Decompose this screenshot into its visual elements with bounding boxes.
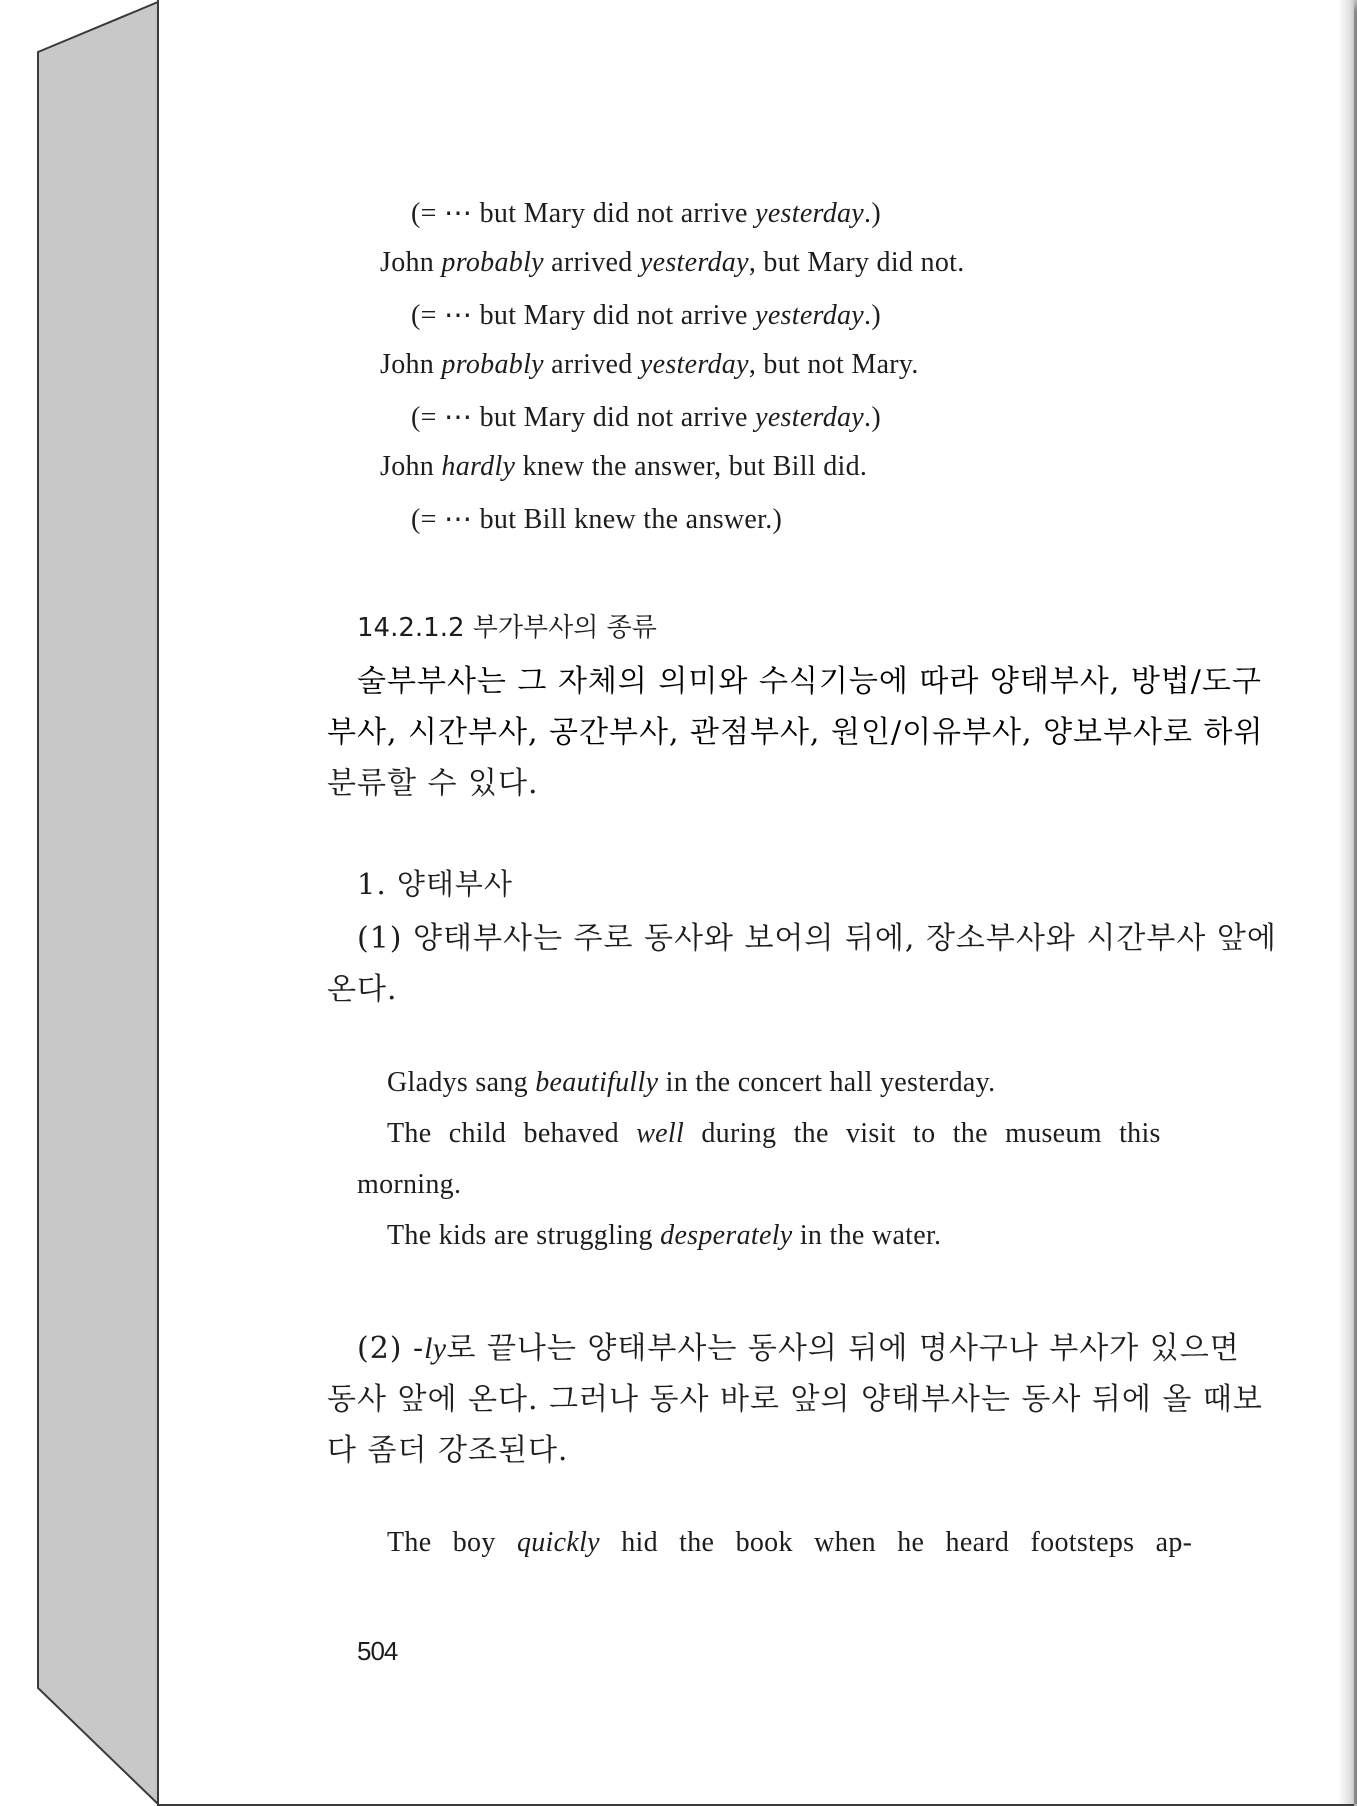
rule-line: 동사 앞에 온다. 그러나 동사 바로 앞의 양태부사는 동사 뒤에 올 때보: [327, 1382, 1263, 1417]
rule-line: 다 좀더 강조된다.: [327, 1433, 569, 1468]
page-number: 504: [357, 1636, 398, 1666]
paragraph-line: 부사, 시간부사, 공간부사, 관점부사, 원인/이유부사, 양보부사로 하위: [327, 715, 1264, 750]
subsection-heading: 1. 양태부사: [357, 867, 513, 901]
example-line: (= ⋯ but Mary did not arrive yesterday.): [411, 300, 881, 331]
rule-line: 온다.: [327, 972, 398, 1007]
example-line: Gladys sang beautifully in the concert hall yesterday.: [387, 1067, 996, 1098]
example-line: John hardly knew the answer, but Bill did.: [380, 451, 868, 482]
paragraph-line: 분류할 수 있다.: [327, 766, 539, 801]
page-edge-shadow: [1338, 0, 1357, 1804]
example-line: (= ⋯ but Mary did not arrive yesterday.): [411, 198, 881, 229]
rule-line: (2) -ly로 끝나는 양태부사는 동사의 뒤에 명사구나 부사가 있으면: [357, 1331, 1240, 1366]
example-line: The kids are struggling desperately in the water.: [387, 1220, 942, 1251]
example-line: (= ⋯ but Bill knew the answer.): [411, 504, 783, 535]
book-spine-edge: [0, 0, 160, 1806]
example-line: (= ⋯ but Mary did not arrive yesterday.): [411, 402, 881, 433]
paragraph-line: 술부부사는 그 자체의 의미와 수식기능에 따라 양태부사, 방법/도구: [357, 664, 1262, 699]
example-line: John probably arrived yesterday, but not Mary.: [380, 349, 919, 380]
example-line: The child behaved well during the visit to the museum this: [387, 1118, 1161, 1149]
example-line: John probably arrived yesterday, but Mary did not.: [380, 247, 965, 278]
rule-line: (1) 양태부사는 주로 동사와 보어의 뒤에, 장소부사와 시간부사 앞에: [357, 921, 1277, 956]
book-page: [157, 0, 1354, 1806]
example-line: morning.: [357, 1169, 462, 1200]
section-heading: 14.2.1.2 부가부사의 종류: [357, 613, 657, 643]
example-line: The boy quickly hid the book when he heard footsteps ap-: [387, 1527, 1193, 1558]
